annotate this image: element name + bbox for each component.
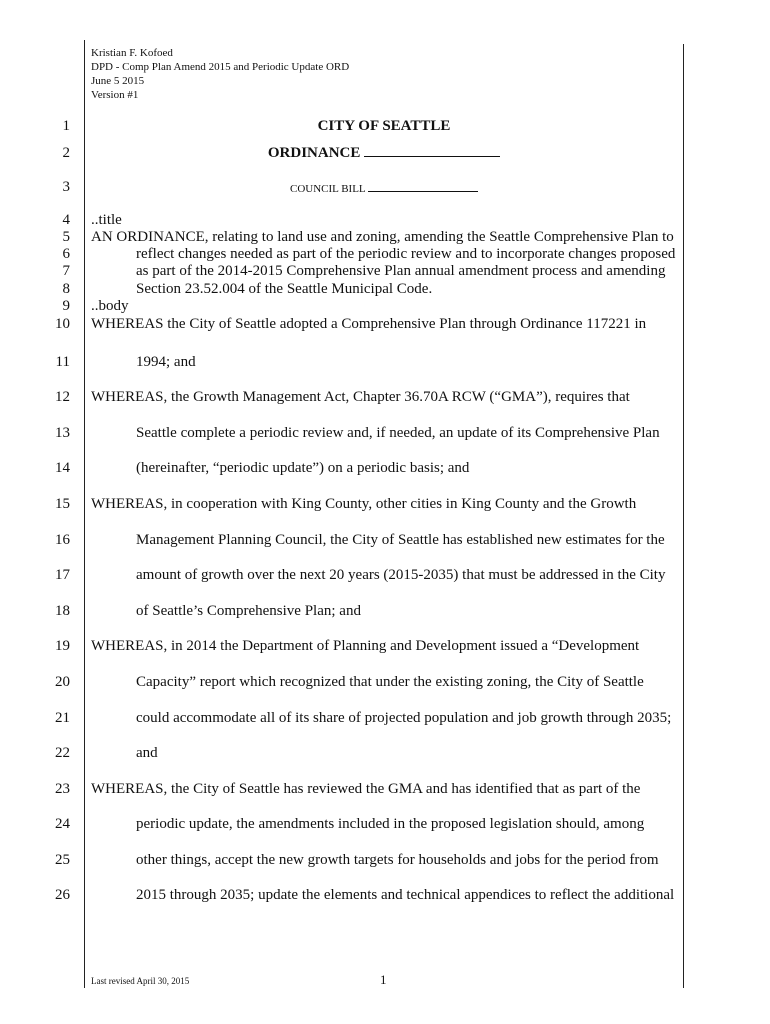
page-number: 1 [380, 972, 387, 987]
line-number: 20 [55, 674, 70, 690]
line-number: 17 [55, 567, 70, 583]
text-line: Section 23.52.004 of the Seattle Municipal Code. [136, 281, 433, 297]
text-line: periodic update, the amendments included in the proposed legislation should, among [136, 816, 645, 832]
text-line: Management Planning Council, the City of Seattle has established new estimates for the [136, 532, 665, 548]
line-number: 8 [62, 281, 70, 297]
text-line: 2015 through 2035; update the elements and technical appendices to reflect the additional [136, 887, 675, 903]
line-number: 11 [55, 354, 70, 370]
ordinance-title [84, 145, 684, 161]
text-line: 1994; and [136, 354, 196, 370]
council-bill-number-blank [368, 191, 478, 192]
council-bill-line [84, 181, 684, 197]
header-version: Version #1 [91, 89, 139, 101]
city-title [84, 118, 684, 134]
text-line: and [136, 745, 158, 761]
line-number: 7 [62, 263, 70, 279]
text-line: amount of growth over the next 20 years (2015-2035) that must be addressed in the City [136, 567, 666, 583]
line-number: 26 [55, 887, 70, 903]
line-number: 24 [55, 816, 70, 832]
document-header [91, 46, 349, 102]
text-line: could accommodate all of its share of projected population and job growth through 2035; [136, 710, 672, 726]
line-number: 10 [55, 316, 70, 332]
line-number: 9 [62, 298, 70, 314]
text-line: WHEREAS, the City of Seattle has reviewed the GMA and has identified that as part of the [91, 781, 641, 797]
line-number: 5 [62, 229, 70, 245]
line-number: 23 [55, 781, 70, 797]
text-line: as part of the 2014-2015 Comprehensive Plan annual amendment process and amending [136, 263, 666, 279]
header-date: June 5 2015 [91, 75, 145, 87]
line-number: 22 [55, 745, 70, 761]
text-line: (hereinafter, “periodic update”) on a periodic basis; and [136, 460, 470, 476]
line-number: 3 [62, 179, 70, 195]
ordinance-number-blank [364, 156, 500, 157]
city-title-text: CITY OF SEATTLE [317, 118, 451, 134]
text-line: WHEREAS, the Growth Management Act, Chapter 36.70A RCW (“GMA”), requires that [91, 389, 630, 405]
header-author: Kristian F. Kofoed [91, 47, 173, 59]
text-line: of Seattle’s Comprehensive Plan; and [136, 603, 361, 619]
line-number: 1 [62, 118, 70, 134]
line-number: 25 [55, 852, 70, 868]
text-line: other things, accept the new growth targets for households and jobs for the period from [136, 852, 659, 868]
text-line: ..title [91, 212, 122, 228]
line-number: 15 [55, 496, 70, 512]
line-number: 14 [55, 460, 70, 476]
text-line: AN ORDINANCE, relating to land use and zoning, amending the Seattle Comprehensive Plan to [91, 229, 674, 245]
line-number: 18 [55, 603, 70, 619]
text-line: ..body [91, 298, 129, 314]
text-line: Capacity” report which recognized that under the existing zoning, the City of Seattle [136, 674, 644, 690]
ordinance-label: ORDINANCE [267, 145, 361, 161]
text-line: WHEREAS the City of Seattle adopted a Comprehensive Plan through Ordinance 117221 in [91, 316, 647, 332]
line-number: 21 [55, 710, 70, 726]
line-number: 6 [62, 246, 70, 262]
text-line: WHEREAS, in cooperation with King County, other cities in King County and the Growth [91, 496, 637, 512]
line-number: 13 [55, 425, 70, 441]
header-doc-name: DPD - Comp Plan Amend 2015 and Periodic Update ORD [91, 61, 350, 73]
text-line: reflect changes needed as part of the periodic review and to incorporate changes proposed [136, 246, 676, 262]
text-line: WHEREAS, in 2014 the Department of Planning and Development issued a “Development [91, 638, 640, 654]
line-number: 19 [55, 638, 70, 654]
line-number: 16 [55, 532, 70, 548]
footer-revised: Last revised April 30, 2015 [91, 976, 190, 986]
line-number: 2 [62, 145, 70, 161]
line-number: 12 [55, 389, 70, 405]
line-number: 4 [62, 212, 70, 228]
council-bill-label: COUNCIL BILL [289, 183, 366, 195]
text-line: Seattle complete a periodic review and, if needed, an update of its Comprehensive Plan [136, 425, 660, 441]
